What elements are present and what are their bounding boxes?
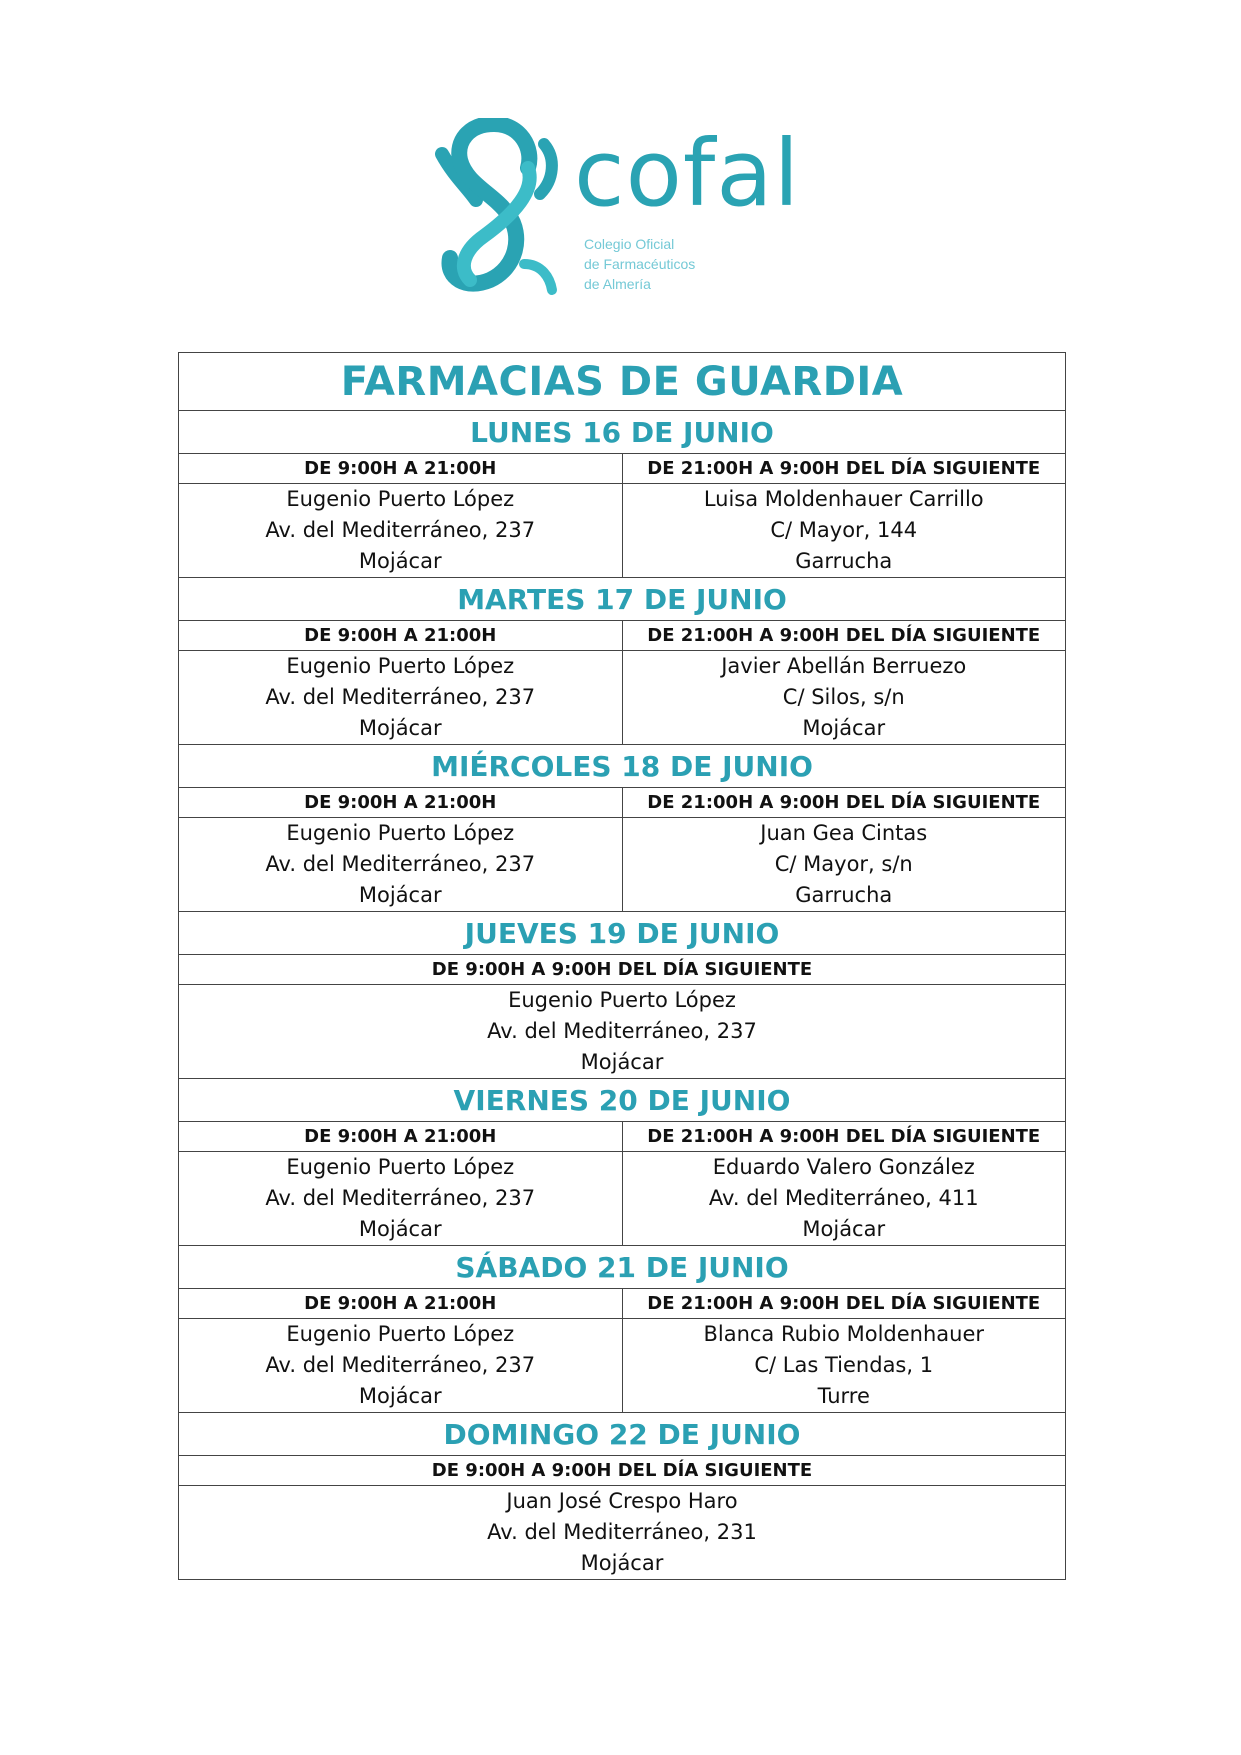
cofal-logo: [424, 118, 824, 298]
day-cell: [179, 1246, 1066, 1289]
day-row: [179, 912, 1066, 955]
pharmacy-address: C/ Mayor, s/n: [774, 852, 913, 876]
pharmacy-address: Av. del Mediterráneo, 237: [487, 1019, 757, 1043]
day-cell: [179, 578, 1066, 621]
pharmacist-name: Eugenio Puerto López: [286, 1155, 515, 1179]
day-label: JUEVES 19 DE JUNIO: [464, 916, 780, 950]
shift-header-cell: [179, 1456, 1066, 1486]
shift-hours: DE 9:00H A 21:00H: [304, 1126, 497, 1147]
pharmacy-town: Mojácar: [358, 716, 442, 740]
shift-hours: DE 9:00H A 21:00H: [304, 1293, 497, 1314]
shift-hours: DE 21:00H A 9:00H DEL DÍA SIGUIENTE: [647, 1293, 1041, 1314]
pharmacist-name: Eugenio Puerto López: [286, 821, 515, 845]
day-row: [179, 1413, 1066, 1456]
shift-header-row: [179, 1456, 1066, 1486]
pharmacy-address: C/ Silos, s/n: [782, 685, 905, 709]
pharmacy-cell: [179, 1319, 623, 1413]
shift-header-cell: [179, 1122, 623, 1152]
shift-header-cell: [622, 788, 1066, 818]
pharmacy-cell: [622, 1319, 1066, 1413]
pharmacist-name: Eugenio Puerto López: [286, 1322, 515, 1346]
day-label: MIÉRCOLES 18 DE JUNIO: [431, 749, 813, 783]
pharmacy-row: [179, 985, 1066, 1079]
title-row: [179, 353, 1066, 411]
shift-header-row: [179, 1122, 1066, 1152]
day-label: LUNES 16 DE JUNIO: [470, 415, 774, 449]
shift-header-cell: [622, 1289, 1066, 1319]
pharmacy-cell: [179, 651, 623, 745]
pharmacy-row: [179, 1486, 1066, 1580]
pharmacy-address: Av. del Mediterráneo, 237: [265, 518, 536, 542]
shift-header-cell: [622, 1122, 1066, 1152]
pharmacist-name: Eugenio Puerto López: [286, 654, 515, 678]
pharmacy-cell: [179, 985, 1066, 1079]
day-cell: [179, 1413, 1066, 1456]
pharmacist-name: Eduardo Valero González: [712, 1155, 975, 1179]
pharmacist-name: Juan Gea Cintas: [760, 821, 928, 845]
logo-subtitle-line: de Farmacéuticos: [584, 256, 696, 272]
shift-header-row: [179, 955, 1066, 985]
pharmacy-town: Turre: [817, 1384, 870, 1408]
day-cell: [179, 912, 1066, 955]
pharmacy-address: Av. del Mediterráneo, 411: [708, 1186, 979, 1210]
pharmacy-cell: [179, 1152, 623, 1246]
shift-hours: DE 21:00H A 9:00H DEL DÍA SIGUIENTE: [647, 625, 1041, 646]
pharmacy-cell: [179, 818, 623, 912]
day-label: SÁBADO 21 DE JUNIO: [455, 1250, 789, 1284]
pharmacy-address: Av. del Mediterráneo, 237: [265, 852, 536, 876]
shift-header-row: [179, 454, 1066, 484]
shift-hours: DE 21:00H A 9:00H DEL DÍA SIGUIENTE: [647, 1126, 1041, 1147]
day-label: VIERNES 20 DE JUNIO: [453, 1083, 791, 1117]
pharmacy-cell: [622, 1152, 1066, 1246]
pharmacy-address: Av. del Mediterráneo, 237: [265, 1353, 536, 1377]
shift-header-cell: [179, 621, 623, 651]
shift-header-cell: [179, 788, 623, 818]
pharmacy-row: [179, 651, 1066, 745]
pharmacy-cell: [622, 651, 1066, 745]
pharmacist-name: Luisa Moldenhauer Carrillo: [703, 487, 984, 511]
shift-hours: DE 9:00H A 21:00H: [304, 458, 497, 479]
pharmacy-row: [179, 484, 1066, 578]
day-row: [179, 1079, 1066, 1122]
shift-header-row: [179, 621, 1066, 651]
shift-header-row: [179, 1289, 1066, 1319]
shift-hours: DE 21:00H A 9:00H DEL DÍA SIGUIENTE: [647, 458, 1041, 479]
page-title: FARMACIAS DE GUARDIA: [340, 358, 904, 405]
pharmacy-cell: [179, 1486, 1066, 1580]
day-row: [179, 1246, 1066, 1289]
pharmacy-row: [179, 1319, 1066, 1413]
shift-header-cell: [179, 955, 1066, 985]
pharmacist-name: Javier Abellán Berruezo: [721, 654, 967, 678]
logo-brand: cofal: [574, 120, 801, 227]
day-cell: [179, 1079, 1066, 1122]
pharmacy-cell: [622, 484, 1066, 578]
pharmacy-town: Mojácar: [580, 1050, 664, 1074]
shift-hours: DE 9:00H A 21:00H: [304, 792, 497, 813]
pharmacy-town: Mojácar: [358, 1217, 442, 1241]
pharmacy-town: Mojácar: [802, 1217, 886, 1241]
pharmacy-town: Garrucha: [795, 549, 893, 573]
logo-subtitle-line: de Almería: [584, 276, 651, 292]
pharmacy-row: [179, 818, 1066, 912]
shift-hours: DE 9:00H A 9:00H DEL DÍA SIGUIENTE: [431, 1460, 813, 1481]
pharmacy-address: C/ Las Tiendas, 1: [754, 1353, 934, 1377]
pharmacy-address: C/ Mayor, 144: [770, 518, 918, 542]
logo-subtitle: [584, 234, 695, 294]
title-cell: [179, 353, 1066, 411]
guardia-table: [178, 352, 1066, 1580]
shift-header-cell: [622, 454, 1066, 484]
day-cell: [179, 411, 1066, 454]
shift-header-cell: [622, 621, 1066, 651]
pharmacy-town: Mojácar: [358, 549, 442, 573]
logo-subtitle-line: Colegio Oficial: [584, 236, 675, 252]
pharmacy-town: Garrucha: [795, 883, 893, 907]
pharmacist-name: Eugenio Puerto López: [508, 988, 736, 1012]
pharmacy-row: [179, 1152, 1066, 1246]
day-label: DOMINGO 22 DE JUNIO: [443, 1417, 801, 1451]
pharmacy-address: Av. del Mediterráneo, 237: [265, 1186, 536, 1210]
pharmacy-address: Av. del Mediterráneo, 237: [265, 685, 536, 709]
pharmacy-address: Av. del Mediterráneo, 231: [487, 1520, 757, 1544]
shift-header-cell: [179, 454, 623, 484]
pharmacy-town: Mojácar: [358, 883, 442, 907]
pharmacy-cell: [179, 484, 623, 578]
day-label: MARTES 17 DE JUNIO: [457, 582, 787, 616]
day-row: [179, 578, 1066, 621]
pharmacy-cell: [622, 818, 1066, 912]
shift-header-row: [179, 788, 1066, 818]
pharmacy-town: Mojácar: [580, 1551, 664, 1575]
pharmacy-town: Mojácar: [802, 716, 886, 740]
day-row: [179, 745, 1066, 788]
shift-hours: DE 21:00H A 9:00H DEL DÍA SIGUIENTE: [647, 792, 1041, 813]
caduceus-snake-icon: [424, 118, 564, 298]
pharmacy-town: Mojácar: [358, 1384, 442, 1408]
pharmacist-name: Eugenio Puerto López: [286, 487, 515, 511]
day-cell: [179, 745, 1066, 788]
day-row: [179, 411, 1066, 454]
shift-hours: DE 9:00H A 9:00H DEL DÍA SIGUIENTE: [431, 959, 813, 980]
shift-header-cell: [179, 1289, 623, 1319]
pharmacist-name: Juan José Crespo Haro: [506, 1489, 738, 1513]
pharmacist-name: Blanca Rubio Moldenhauer: [703, 1322, 985, 1346]
shift-hours: DE 9:00H A 21:00H: [304, 625, 497, 646]
